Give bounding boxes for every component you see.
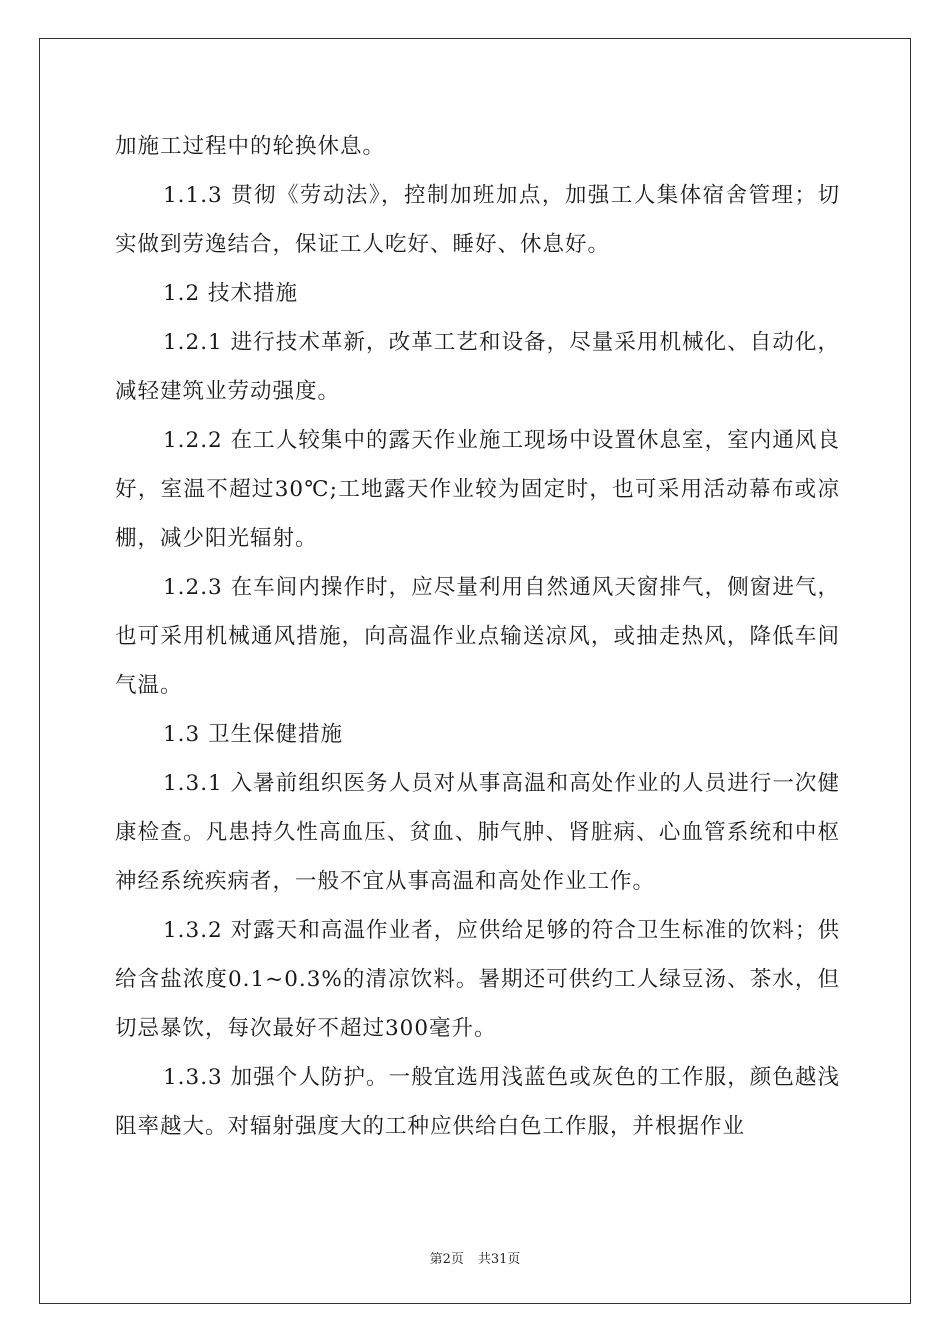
paragraph: 1.2.2 在工人较集中的露天作业施工现场中设置休息室，室内通风良好，室温不超过30℃;工地露天作业较为固定时，也可采用活动幕布或凉棚，减少阳光辐射。 [115,428,840,551]
document-body [115,122,840,1151]
paragraph: 1.3.3 加强个人防护。一般宜选用浅蓝色或灰色的工作服，颜色越浅阻率越大。对辐射强度大的工种应供给白色工作服，并根据作业 [115,1065,840,1139]
paragraph: 1.1.3 贯彻《劳动法》，控制加班加点，加强工人集体宿舍管理；切实做到劳逸结合，保证工人吃好、睡好、休息好。 [115,183,840,257]
section-heading: 1.2 技术措施 [163,281,299,306]
paragraph: 加施工过程中的轮换休息。 [115,134,386,159]
paragraph: 1.2.1 进行技术革新，改革工艺和设备，尽量采用机械化、自动化，减轻建筑业劳动强度。 [115,330,840,404]
section-heading: 1.3 卫生保健措施 [163,722,344,747]
page-footer [0,1248,950,1267]
paragraph: 1.3.1 入暑前组织医务人员对从事高温和高处作业的人员进行一次健康检查。凡患持久性高血压、贫血、肺气肿、肾脏病、心血管系统和中枢神经系统疾病者，一般不宜从事高温和高处作业工作。 [115,771,840,894]
paragraph: 1.2.3 在车间内操作时，应尽量利用自然通风天窗排气，侧窗进气，也可采用机械通风措施，向高温作业点输送凉风，或抽走热风，降低车间气温。 [115,575,840,698]
paragraph: 1.3.2 对露天和高温作业者，应供给足够的符合卫生标准的饮料；供给含盐浓度0.1~0.3%的清凉饮料。暑期还可供约工人绿豆汤、茶水，但切忌暴饮，每次最好不超过300毫升。 [115,918,840,1041]
page-number: 第2页 [429,1252,464,1267]
page-total: 共31页 [477,1252,521,1267]
